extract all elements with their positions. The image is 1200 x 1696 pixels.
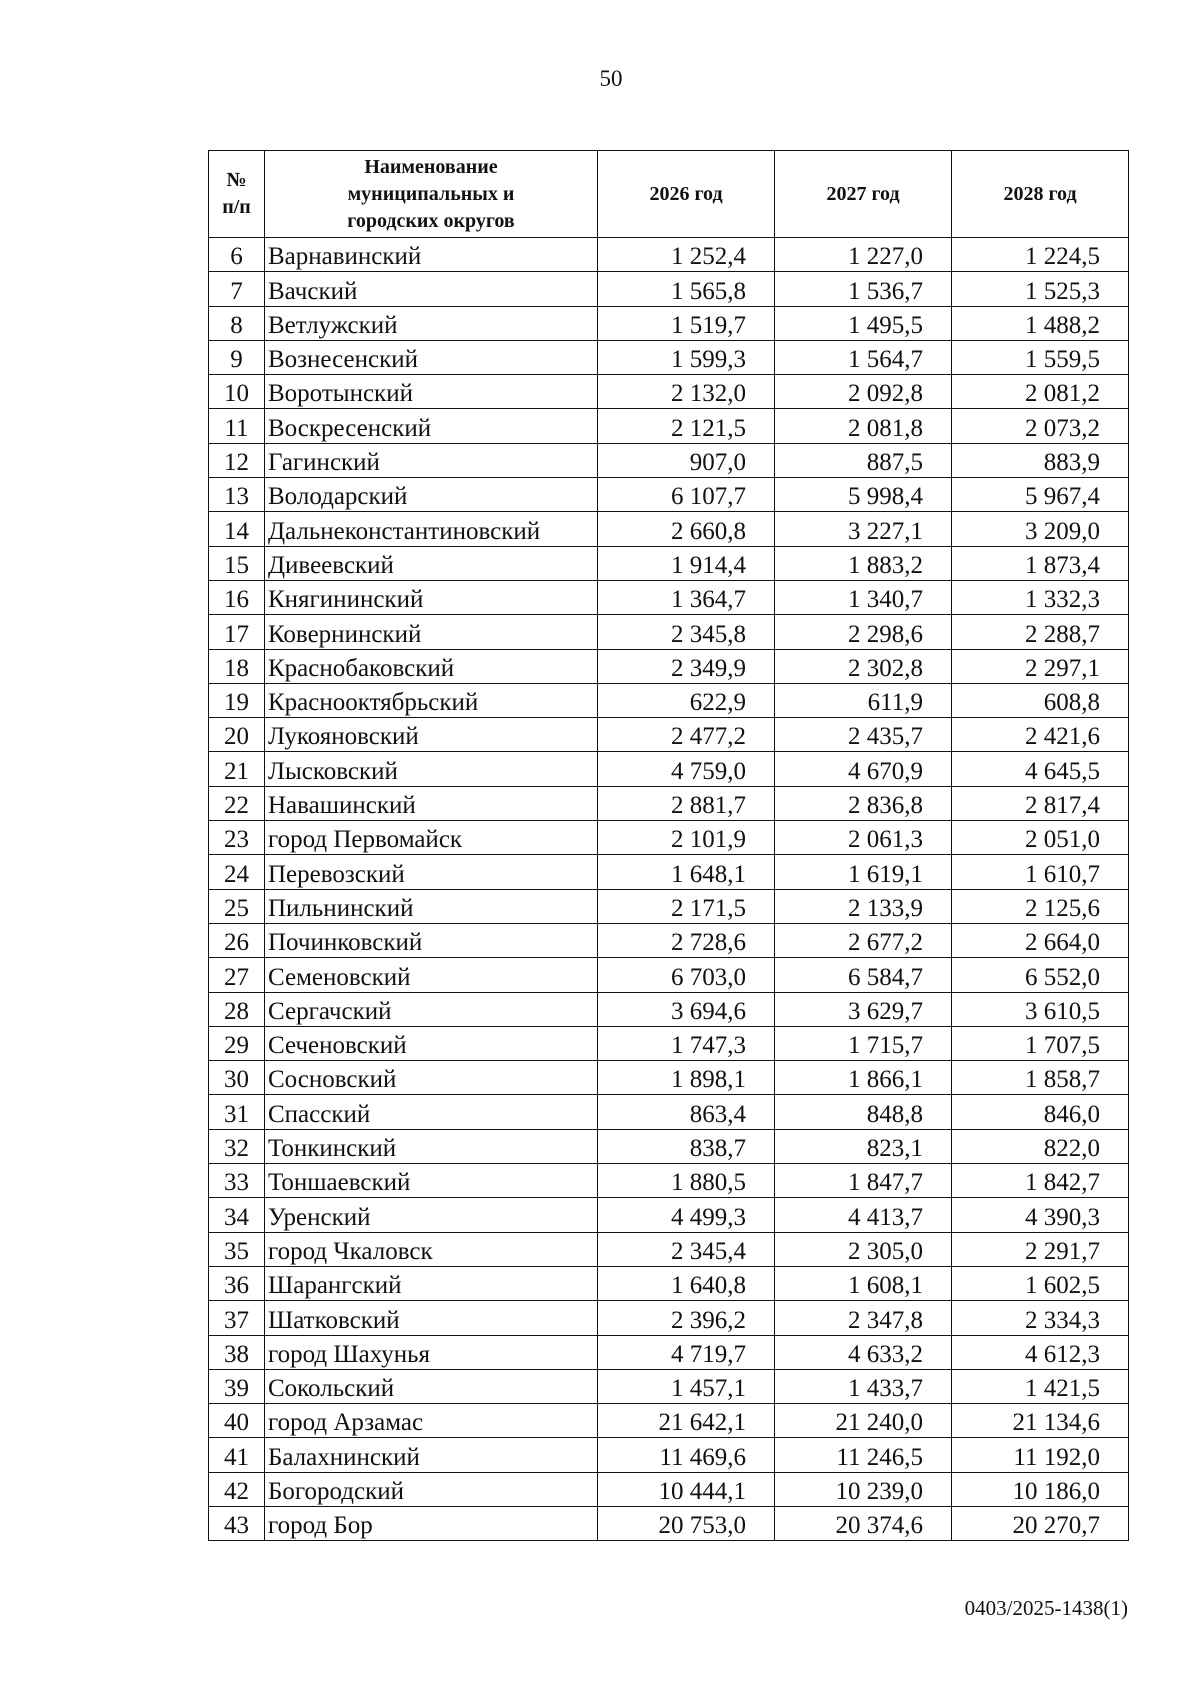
value-2026: 1 648,1 — [598, 855, 775, 889]
value-2027: 2 092,8 — [775, 375, 952, 409]
row-number: 37 — [209, 1301, 265, 1335]
row-number: 27 — [209, 958, 265, 992]
district-name: Гагинский — [265, 443, 598, 477]
table-row — [209, 958, 1129, 992]
value-2028: 20 270,7 — [952, 1506, 1129, 1540]
value-2026: 863,4 — [598, 1095, 775, 1129]
row-number: 9 — [209, 340, 265, 374]
district-name: Лукояновский — [265, 718, 598, 752]
district-name: Сеченовский — [265, 1026, 598, 1060]
value-2028: 2 291,7 — [952, 1232, 1129, 1266]
value-2027: 2 435,7 — [775, 718, 952, 752]
table-row — [209, 821, 1129, 855]
value-2027: 1 495,5 — [775, 306, 952, 340]
value-2026: 1 898,1 — [598, 1061, 775, 1095]
table-body — [209, 238, 1129, 1541]
header-2028: 2028 год — [952, 151, 1129, 238]
table-row — [209, 1369, 1129, 1403]
row-number: 36 — [209, 1266, 265, 1300]
table-row — [209, 546, 1129, 580]
district-name: Семеновский — [265, 958, 598, 992]
row-number: 8 — [209, 306, 265, 340]
district-name: Ветлужский — [265, 306, 598, 340]
row-number: 29 — [209, 1026, 265, 1060]
value-2027: 21 240,0 — [775, 1404, 952, 1438]
table-row — [209, 855, 1129, 889]
table-row — [209, 1301, 1129, 1335]
value-2026: 4 719,7 — [598, 1335, 775, 1369]
district-name: Краснооктябрьский — [265, 683, 598, 717]
district-name: Ковернинский — [265, 615, 598, 649]
district-name: Лысковский — [265, 752, 598, 786]
district-name: город Шахунья — [265, 1335, 598, 1369]
value-2028: 1 421,5 — [952, 1369, 1129, 1403]
value-2026: 1 914,4 — [598, 546, 775, 580]
table-row — [209, 1095, 1129, 1129]
value-2026: 622,9 — [598, 683, 775, 717]
value-2028: 2 081,2 — [952, 375, 1129, 409]
row-number: 38 — [209, 1335, 265, 1369]
row-number: 42 — [209, 1472, 265, 1506]
row-number: 14 — [209, 512, 265, 546]
row-number: 6 — [209, 238, 265, 272]
district-name: Дальнеконстантиновский — [265, 512, 598, 546]
value-2026: 1 565,8 — [598, 272, 775, 306]
district-name: Навашинский — [265, 786, 598, 820]
value-2028: 2 288,7 — [952, 615, 1129, 649]
table-row — [209, 615, 1129, 649]
value-2027: 2 836,8 — [775, 786, 952, 820]
district-name: Тонкинский — [265, 1129, 598, 1163]
table-row — [209, 272, 1129, 306]
value-2028: 2 073,2 — [952, 409, 1129, 443]
district-name: Шатковский — [265, 1301, 598, 1335]
value-2026: 2 132,0 — [598, 375, 775, 409]
row-number: 35 — [209, 1232, 265, 1266]
value-2026: 10 444,1 — [598, 1472, 775, 1506]
table-row — [209, 1472, 1129, 1506]
value-2026: 1 457,1 — [598, 1369, 775, 1403]
value-2028: 10 186,0 — [952, 1472, 1129, 1506]
row-number: 32 — [209, 1129, 265, 1163]
value-2028: 1 559,5 — [952, 340, 1129, 374]
value-2026: 1 747,3 — [598, 1026, 775, 1060]
value-2028: 4 390,3 — [952, 1198, 1129, 1232]
district-name: Дивеевский — [265, 546, 598, 580]
value-2028: 11 192,0 — [952, 1438, 1129, 1472]
value-2026: 1 599,3 — [598, 340, 775, 374]
row-number: 24 — [209, 855, 265, 889]
table-row — [209, 1438, 1129, 1472]
value-2027: 2 347,8 — [775, 1301, 952, 1335]
value-2027: 1 608,1 — [775, 1266, 952, 1300]
value-2027: 2 302,8 — [775, 649, 952, 683]
district-name: Краснобаковский — [265, 649, 598, 683]
table-row — [209, 1164, 1129, 1198]
district-name: Тоншаевский — [265, 1164, 598, 1198]
row-number: 41 — [209, 1438, 265, 1472]
value-2027: 2 305,0 — [775, 1232, 952, 1266]
table-row — [209, 306, 1129, 340]
district-name: Володарский — [265, 478, 598, 512]
row-number: 26 — [209, 923, 265, 957]
value-2028: 1 858,7 — [952, 1061, 1129, 1095]
row-number: 34 — [209, 1198, 265, 1232]
value-2028: 2 297,1 — [952, 649, 1129, 683]
value-2026: 2 171,5 — [598, 889, 775, 923]
value-2027: 1 883,2 — [775, 546, 952, 580]
row-number: 25 — [209, 889, 265, 923]
value-2028: 6 552,0 — [952, 958, 1129, 992]
value-2026: 6 107,7 — [598, 478, 775, 512]
value-2027: 6 584,7 — [775, 958, 952, 992]
row-number: 16 — [209, 580, 265, 614]
table-row — [209, 683, 1129, 717]
value-2027: 3 629,7 — [775, 992, 952, 1026]
value-2028: 21 134,6 — [952, 1404, 1129, 1438]
header-2027: 2027 год — [775, 151, 952, 238]
row-number: 7 — [209, 272, 265, 306]
value-2028: 846,0 — [952, 1095, 1129, 1129]
value-2027: 3 227,1 — [775, 512, 952, 546]
district-name: Варнавинский — [265, 238, 598, 272]
district-name: Уренский — [265, 1198, 598, 1232]
district-name: Богородский — [265, 1472, 598, 1506]
table-row — [209, 889, 1129, 923]
value-2026: 2 121,5 — [598, 409, 775, 443]
district-name: город Первомайск — [265, 821, 598, 855]
table-row — [209, 1232, 1129, 1266]
district-name: Сергачский — [265, 992, 598, 1026]
value-2028: 4 645,5 — [952, 752, 1129, 786]
table-row — [209, 1506, 1129, 1540]
table-row — [209, 923, 1129, 957]
value-2027: 10 239,0 — [775, 1472, 952, 1506]
table-row — [209, 340, 1129, 374]
district-name: город Бор — [265, 1506, 598, 1540]
value-2028: 5 967,4 — [952, 478, 1129, 512]
value-2028: 1 488,2 — [952, 306, 1129, 340]
value-2027: 2 081,8 — [775, 409, 952, 443]
row-number: 39 — [209, 1369, 265, 1403]
value-2028: 1 842,7 — [952, 1164, 1129, 1198]
district-name: Вознесенский — [265, 340, 598, 374]
value-2028: 1 707,5 — [952, 1026, 1129, 1060]
value-2026: 4 499,3 — [598, 1198, 775, 1232]
district-name: Шарангский — [265, 1266, 598, 1300]
table-row — [209, 512, 1129, 546]
row-number: 13 — [209, 478, 265, 512]
value-2028: 608,8 — [952, 683, 1129, 717]
value-2026: 2 101,9 — [598, 821, 775, 855]
table-row — [209, 409, 1129, 443]
value-2026: 907,0 — [598, 443, 775, 477]
value-2026: 11 469,6 — [598, 1438, 775, 1472]
value-2028: 2 817,4 — [952, 786, 1129, 820]
budget-table — [208, 150, 1129, 1541]
row-number: 31 — [209, 1095, 265, 1129]
district-name: Воротынский — [265, 375, 598, 409]
value-2027: 1 847,7 — [775, 1164, 952, 1198]
value-2027: 1 866,1 — [775, 1061, 952, 1095]
row-number: 22 — [209, 786, 265, 820]
value-2026: 1 364,7 — [598, 580, 775, 614]
value-2028: 3 209,0 — [952, 512, 1129, 546]
table-row — [209, 752, 1129, 786]
value-2027: 1 536,7 — [775, 272, 952, 306]
value-2027: 1 227,0 — [775, 238, 952, 272]
table-row — [209, 478, 1129, 512]
table-row — [209, 718, 1129, 752]
table-row — [209, 238, 1129, 272]
value-2027: 611,9 — [775, 683, 952, 717]
value-2027: 1 619,1 — [775, 855, 952, 889]
value-2027: 1 433,7 — [775, 1369, 952, 1403]
row-number: 30 — [209, 1061, 265, 1095]
value-2028: 1 332,3 — [952, 580, 1129, 614]
value-2026: 1 519,7 — [598, 306, 775, 340]
header-name: Наименование муниципальных и городских округов — [265, 151, 598, 238]
value-2026: 2 349,9 — [598, 649, 775, 683]
table-row — [209, 580, 1129, 614]
value-2027: 2 133,9 — [775, 889, 952, 923]
value-2028: 1 610,7 — [952, 855, 1129, 889]
value-2027: 823,1 — [775, 1129, 952, 1163]
row-number: 10 — [209, 375, 265, 409]
value-2026: 1 252,4 — [598, 238, 775, 272]
value-2028: 3 610,5 — [952, 992, 1129, 1026]
row-number: 20 — [209, 718, 265, 752]
value-2028: 1 873,4 — [952, 546, 1129, 580]
value-2028: 4 612,3 — [952, 1335, 1129, 1369]
district-name: город Арзамас — [265, 1404, 598, 1438]
value-2027: 1 564,7 — [775, 340, 952, 374]
document-code: 0403/2025-1438(1) — [964, 1596, 1128, 1620]
row-number: 33 — [209, 1164, 265, 1198]
table-header — [209, 151, 1129, 238]
value-2028: 2 421,6 — [952, 718, 1129, 752]
value-2027: 4 670,9 — [775, 752, 952, 786]
value-2027: 4 413,7 — [775, 1198, 952, 1232]
value-2028: 822,0 — [952, 1129, 1129, 1163]
value-2026: 838,7 — [598, 1129, 775, 1163]
table-row — [209, 649, 1129, 683]
district-name: Княгининский — [265, 580, 598, 614]
value-2026: 2 396,2 — [598, 1301, 775, 1335]
value-2026: 2 345,8 — [598, 615, 775, 649]
value-2027: 848,8 — [775, 1095, 952, 1129]
value-2028: 1 602,5 — [952, 1266, 1129, 1300]
table-row — [209, 992, 1129, 1026]
row-number: 17 — [209, 615, 265, 649]
value-2026: 2 345,4 — [598, 1232, 775, 1266]
value-2026: 1 880,5 — [598, 1164, 775, 1198]
table-row — [209, 1026, 1129, 1060]
value-2028: 2 334,3 — [952, 1301, 1129, 1335]
value-2027: 2 677,2 — [775, 923, 952, 957]
value-2027: 4 633,2 — [775, 1335, 952, 1369]
table-row — [209, 375, 1129, 409]
value-2028: 2 664,0 — [952, 923, 1129, 957]
value-2026: 21 642,1 — [598, 1404, 775, 1438]
value-2028: 883,9 — [952, 443, 1129, 477]
value-2026: 2 660,8 — [598, 512, 775, 546]
value-2026: 2 728,6 — [598, 923, 775, 957]
table-row — [209, 443, 1129, 477]
row-number: 28 — [209, 992, 265, 1026]
district-name: Спасский — [265, 1095, 598, 1129]
value-2027: 1 715,7 — [775, 1026, 952, 1060]
value-2027: 20 374,6 — [775, 1506, 952, 1540]
district-name: Перевозский — [265, 855, 598, 889]
row-number: 12 — [209, 443, 265, 477]
value-2026: 6 703,0 — [598, 958, 775, 992]
value-2027: 2 298,6 — [775, 615, 952, 649]
value-2026: 2 881,7 — [598, 786, 775, 820]
district-name: Пильнинский — [265, 889, 598, 923]
row-number: 11 — [209, 409, 265, 443]
row-number: 21 — [209, 752, 265, 786]
table-row — [209, 1129, 1129, 1163]
row-number: 23 — [209, 821, 265, 855]
district-name: Вачский — [265, 272, 598, 306]
value-2027: 887,5 — [775, 443, 952, 477]
table-row — [209, 1404, 1129, 1438]
value-2026: 20 753,0 — [598, 1506, 775, 1540]
value-2028: 2 125,6 — [952, 889, 1129, 923]
value-2028: 1 525,3 — [952, 272, 1129, 306]
value-2027: 2 061,3 — [775, 821, 952, 855]
district-name: Балахнинский — [265, 1438, 598, 1472]
table-row — [209, 1335, 1129, 1369]
header-num: № п/п — [209, 151, 265, 238]
value-2028: 1 224,5 — [952, 238, 1129, 272]
district-name: Воскресенский — [265, 409, 598, 443]
value-2027: 5 998,4 — [775, 478, 952, 512]
value-2027: 1 340,7 — [775, 580, 952, 614]
district-name: Починковский — [265, 923, 598, 957]
row-number: 19 — [209, 683, 265, 717]
value-2026: 3 694,6 — [598, 992, 775, 1026]
value-2027: 11 246,5 — [775, 1438, 952, 1472]
table-row — [209, 1198, 1129, 1232]
row-number: 40 — [209, 1404, 265, 1438]
value-2026: 1 640,8 — [598, 1266, 775, 1300]
page-number: 50 — [599, 66, 623, 91]
table-header-row — [209, 151, 1129, 238]
row-number: 15 — [209, 546, 265, 580]
row-number: 43 — [209, 1506, 265, 1540]
table-row — [209, 1266, 1129, 1300]
district-name: Сокольский — [265, 1369, 598, 1403]
district-name: Сосновский — [265, 1061, 598, 1095]
header-2026: 2026 год — [598, 151, 775, 238]
table-row — [209, 1061, 1129, 1095]
table-row — [209, 786, 1129, 820]
value-2026: 2 477,2 — [598, 718, 775, 752]
district-name: город Чкаловск — [265, 1232, 598, 1266]
row-number: 18 — [209, 649, 265, 683]
value-2028: 2 051,0 — [952, 821, 1129, 855]
value-2026: 4 759,0 — [598, 752, 775, 786]
